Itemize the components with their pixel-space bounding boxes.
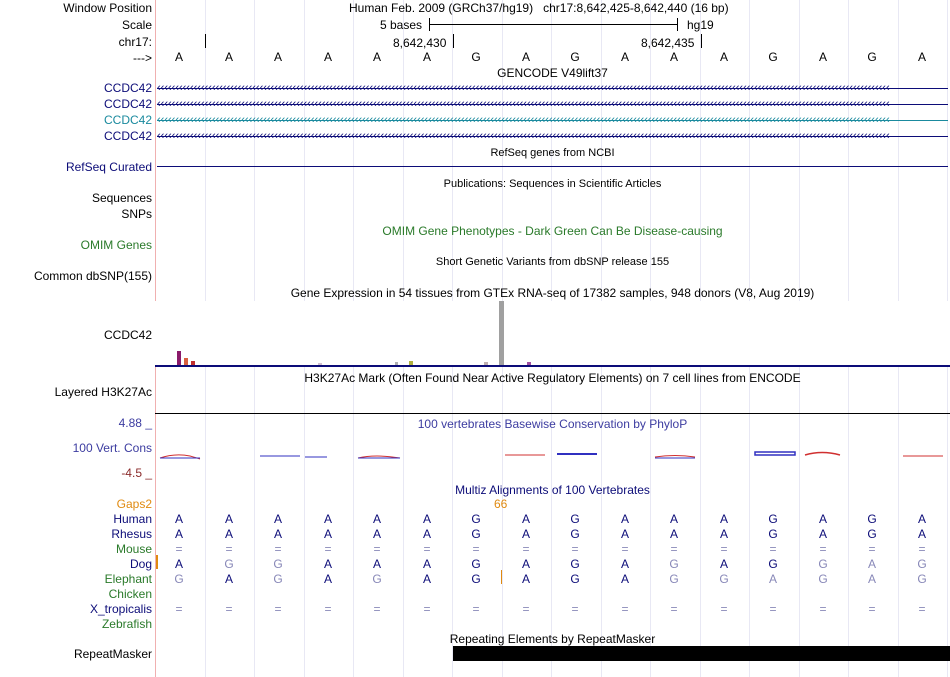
position-text: chr17:8,642,425-8,642,440 (16 bp)	[543, 1, 729, 15]
aligned-base: =	[423, 602, 431, 616]
aligned-base: =	[225, 542, 233, 556]
scale-bar	[429, 24, 678, 25]
phylop-segment	[755, 452, 795, 455]
base-letter: A	[323, 50, 332, 64]
aligned-base: =	[621, 602, 629, 616]
aligned-base: =	[522, 602, 530, 616]
aligned-base: G	[570, 527, 580, 541]
base-letter: A	[174, 50, 183, 64]
gtex-bar-highest[interactable]	[499, 301, 504, 365]
aligned-base: A	[323, 557, 332, 571]
aligned-base: =	[472, 542, 480, 556]
aligned-base: A	[174, 512, 183, 526]
base-letter: A	[669, 50, 678, 64]
aligned-base: A	[224, 572, 233, 586]
aligned-base: A	[669, 512, 678, 526]
gtex-label[interactable]: CCDC42	[103, 328, 152, 342]
aligned-base: =	[918, 542, 926, 556]
aligned-base: =	[225, 602, 233, 616]
aligned-base: G	[917, 572, 927, 586]
aligned-base: A	[521, 527, 530, 541]
position-header	[349, 1, 729, 15]
aligned-base: G	[174, 572, 184, 586]
gencode-transcript-strand[interactable]: ‹‹‹‹‹‹‹‹‹‹‹‹‹‹‹‹‹‹‹‹‹‹‹‹‹‹‹‹‹‹‹‹‹‹‹‹‹‹‹‹‹‹‹‹‹‹‹‹‹‹‹‹‹‹‹‹‹‹‹‹‹‹‹‹‹‹‹‹‹‹‹‹‹‹‹‹‹‹‹‹‹‹‹‹‹‹‹‹‹‹‹‹‹‹‹‹‹‹‹‹‹‹‹‹‹‹‹‹‹‹‹‹‹‹‹‹‹‹‹‹‹‹‹‹‹‹‹‹‹‹‹‹‹‹‹‹‹‹‹‹‹‹‹‹‹‹‹‹‹‹‹‹‹‹‹‹‹‹‹‹‹‹‹‹‹‹‹‹‹‹‹‹‹‹‹‹‹‹‹‹‹‹‹‹‹‹‹‹‹‹‹‹‹‹‹‹‹‹‹‹	[157, 100, 948, 110]
omim-title: OMIM Gene Phenotypes - Dark Green Can Be Disease-causing	[382, 224, 723, 238]
repeatmasker-title: Repeating Elements by RepeatMasker	[449, 632, 656, 646]
base-letter: A	[422, 50, 431, 64]
aligned-base: A	[273, 512, 282, 526]
aligned-base: G	[224, 557, 234, 571]
dbsnp-title: Short Genetic Variants from dbSNP release 155	[435, 256, 670, 268]
aligned-base: =	[819, 602, 827, 616]
gencode-transcript-label[interactable]: CCDC42	[103, 129, 152, 143]
aligned-base: =	[720, 602, 728, 616]
aligned-base: A	[521, 572, 530, 586]
window-position-label: Window Position	[63, 1, 152, 15]
species-label[interactable]: Zebrafish	[101, 617, 152, 631]
aligned-base: G	[570, 557, 580, 571]
h3k27ac-label[interactable]: Layered H3K27Ac	[54, 385, 152, 399]
gencode-transcript-strand[interactable]: ‹‹‹‹‹‹‹‹‹‹‹‹‹‹‹‹‹‹‹‹‹‹‹‹‹‹‹‹‹‹‹‹‹‹‹‹‹‹‹‹‹‹‹‹‹‹‹‹‹‹‹‹‹‹‹‹‹‹‹‹‹‹‹‹‹‹‹‹‹‹‹‹‹‹‹‹‹‹‹‹‹‹‹‹‹‹‹‹‹‹‹‹‹‹‹‹‹‹‹‹‹‹‹‹‹‹‹‹‹‹‹‹‹‹‹‹‹‹‹‹‹‹‹‹‹‹‹‹‹‹‹‹‹‹‹‹‹‹‹‹‹‹‹‹‹‹‹‹‹‹‹‹‹‹‹‹‹‹‹‹‹‹‹‹‹‹‹‹‹‹‹‹‹‹‹‹‹‹‹‹‹‹‹‹‹‹‹‹‹‹‹‹‹‹‹‹‹‹‹‹	[157, 116, 948, 126]
ruler-tick	[453, 34, 454, 48]
db-text: hg19	[687, 18, 714, 32]
gtex-bar[interactable]	[177, 351, 181, 365]
multiz-title: Multiz Alignments of 100 Vertebrates	[455, 483, 650, 497]
aligned-base: =	[819, 542, 827, 556]
pubs-title: Publications: Sequences in Scientific Articles	[443, 178, 662, 190]
dog-insertion-marker	[156, 555, 158, 569]
scale-text: 5 bases	[380, 18, 423, 32]
gencode-transcript-label[interactable]: CCDC42	[103, 113, 152, 127]
species-label[interactable]: Mouse	[115, 542, 152, 556]
phylop-label[interactable]: 100 Vert. Cons	[72, 441, 152, 455]
elephant-insertion-marker	[501, 570, 502, 584]
aligned-base: A	[620, 557, 629, 571]
aligned-base: A	[867, 572, 876, 586]
gtex-plot-area[interactable]	[155, 301, 950, 365]
phylop-segment	[805, 453, 840, 456]
aligned-base: A	[422, 572, 431, 586]
aligned-base: A	[422, 512, 431, 526]
aligned-base: A	[422, 527, 431, 541]
aligned-base: =	[274, 542, 282, 556]
base-letter: G	[867, 50, 877, 64]
aligned-base: A	[422, 557, 431, 571]
aligned-base: =	[522, 542, 530, 556]
aligned-base: A	[719, 512, 728, 526]
aligned-base: G	[768, 527, 778, 541]
base-letter: G	[471, 50, 481, 64]
phylop-signal[interactable]	[155, 447, 950, 467]
refseq-label[interactable]: RefSeq Curated	[65, 160, 152, 174]
aligned-base: G	[867, 527, 877, 541]
aligned-base: =	[720, 542, 728, 556]
aligned-base: A	[620, 572, 629, 586]
aligned-base: =	[621, 542, 629, 556]
aligned-base: =	[472, 602, 480, 616]
scale-label: Scale	[121, 18, 152, 32]
aligned-base: =	[918, 602, 926, 616]
aligned-base: A	[768, 572, 777, 586]
gencode-transcript-strand[interactable]: ‹‹‹‹‹‹‹‹‹‹‹‹‹‹‹‹‹‹‹‹‹‹‹‹‹‹‹‹‹‹‹‹‹‹‹‹‹‹‹‹‹‹‹‹‹‹‹‹‹‹‹‹‹‹‹‹‹‹‹‹‹‹‹‹‹‹‹‹‹‹‹‹‹‹‹‹‹‹‹‹‹‹‹‹‹‹‹‹‹‹‹‹‹‹‹‹‹‹‹‹‹‹‹‹‹‹‹‹‹‹‹‹‹‹‹‹‹‹‹‹‹‹‹‹‹‹‹‹‹‹‹‹‹‹‹‹‹‹‹‹‹‹‹‹‹‹‹‹‹‹‹‹‹‹‹‹‹‹‹‹‹‹‹‹‹‹‹‹‹‹‹‹‹‹‹‹‹‹‹‹‹‹‹‹‹‹‹‹‹‹‹‹‹‹‹‹‹‹‹‹	[157, 132, 948, 142]
species-label[interactable]: Human	[113, 512, 152, 526]
aligned-base: A	[818, 512, 827, 526]
aligned-base: G	[471, 512, 481, 526]
aligned-base: =	[670, 602, 678, 616]
aligned-base: =	[769, 542, 777, 556]
refseq-gene-line[interactable]	[157, 166, 948, 167]
gaps-label[interactable]: Gaps2	[116, 497, 152, 511]
aligned-base: A	[174, 557, 183, 571]
h3k27ac-baseline	[155, 413, 950, 414]
base-letter: G	[570, 50, 580, 64]
scale-bar-left-tick	[429, 18, 430, 31]
phylop-title: 100 vertebrates Basewise Conservation by PhyloP	[417, 417, 688, 431]
base-letter: A	[273, 50, 282, 64]
gencode-transcript-strand[interactable]: ‹‹‹‹‹‹‹‹‹‹‹‹‹‹‹‹‹‹‹‹‹‹‹‹‹‹‹‹‹‹‹‹‹‹‹‹‹‹‹‹‹‹‹‹‹‹‹‹‹‹‹‹‹‹‹‹‹‹‹‹‹‹‹‹‹‹‹‹‹‹‹‹‹‹‹‹‹‹‹‹‹‹‹‹‹‹‹‹‹‹‹‹‹‹‹‹‹‹‹‹‹‹‹‹‹‹‹‹‹‹‹‹‹‹‹‹‹‹‹‹‹‹‹‹‹‹‹‹‹‹‹‹‹‹‹‹‹‹‹‹‹‹‹‹‹‹‹‹‹‹‹‹‹‹‹‹‹‹‹‹‹‹‹‹‹‹‹‹‹‹‹‹‹‹‹‹‹‹‹‹‹‹‹‹‹‹‹‹‹‹‹‹‹‹‹‹‹‹‹‹	[157, 84, 948, 94]
aligned-base: A	[323, 527, 332, 541]
aligned-base: A	[323, 572, 332, 586]
phylop-max-label: 4.88 _	[118, 416, 152, 430]
aligned-base: =	[324, 542, 332, 556]
phylop-min-label: -4.5 _	[121, 466, 152, 480]
gencode-title: GENCODE V49lift37	[497, 66, 608, 80]
aligned-base: G	[471, 527, 481, 541]
aligned-base: =	[571, 542, 579, 556]
aligned-base: =	[324, 602, 332, 616]
scale-bar-right-tick	[677, 18, 678, 31]
base-letter: A	[818, 50, 827, 64]
aligned-base: =	[769, 602, 777, 616]
base-letter: G	[768, 50, 778, 64]
gtex-baseline	[155, 365, 950, 367]
aligned-base: G	[818, 572, 828, 586]
aligned-base: G	[917, 557, 927, 571]
base-letter: A	[224, 50, 233, 64]
pubs-sequences-label[interactable]: Sequences	[91, 191, 152, 205]
base-letter: A	[620, 50, 629, 64]
aligned-base: A	[273, 527, 282, 541]
refseq-title: RefSeq genes from NCBI	[490, 147, 615, 159]
aligned-base: G	[818, 557, 828, 571]
aligned-base: A	[174, 527, 183, 541]
aligned-base: =	[274, 602, 282, 616]
aligned-base: =	[670, 542, 678, 556]
species-label[interactable]: Chicken	[108, 587, 152, 601]
aligned-base: A	[867, 557, 876, 571]
dbsnp-label[interactable]: Common dbSNP(155)	[33, 269, 152, 283]
species-label[interactable]: X_tropicalis	[89, 602, 152, 616]
species-label[interactable]: Dog	[129, 557, 152, 571]
pubs-snps-label[interactable]: SNPs	[121, 207, 152, 221]
gtex-title: Gene Expression in 54 tissues from GTEx RNA-seq of 17382 samples, 948 donors (V8, Aug 2019)	[290, 286, 815, 300]
base-letter: A	[521, 50, 530, 64]
chrom-label: chr17:	[118, 35, 152, 49]
aligned-base: G	[570, 572, 580, 586]
gencode-transcript-label[interactable]: CCDC42	[103, 81, 152, 95]
aligned-base: =	[571, 602, 579, 616]
ruler-tick	[701, 34, 702, 48]
gaps-value: 66	[494, 497, 508, 511]
aligned-base: A	[620, 512, 629, 526]
aligned-base: A	[323, 512, 332, 526]
omim-label[interactable]: OMIM Genes	[80, 238, 152, 252]
aligned-base: G	[719, 572, 729, 586]
aligned-base: A	[372, 512, 381, 526]
gencode-transcript-label[interactable]: CCDC42	[103, 97, 152, 111]
aligned-base: G	[273, 557, 283, 571]
aligned-base: =	[868, 542, 876, 556]
aligned-base: A	[372, 557, 381, 571]
aligned-base: =	[175, 542, 183, 556]
h3k27ac-title: H3K27Ac Mark (Often Found Near Active Regulatory Elements) on 7 cell lines from ENCODE	[304, 371, 801, 385]
repeatmasker-label[interactable]: RepeatMasker	[73, 647, 152, 661]
species-label[interactable]: Elephant	[104, 572, 152, 586]
aligned-base: =	[373, 602, 381, 616]
aligned-base: G	[867, 512, 877, 526]
species-label[interactable]: Rhesus	[111, 527, 152, 541]
aligned-base: G	[570, 512, 580, 526]
coord-right: 8,642,435	[641, 36, 695, 50]
aligned-base: G	[768, 512, 778, 526]
phylop-segment	[655, 456, 695, 458]
repeatmasker-element[interactable]	[453, 646, 950, 661]
aligned-base: A	[521, 512, 530, 526]
aligned-base: A	[521, 557, 530, 571]
aligned-base: A	[620, 527, 629, 541]
aligned-base: A	[917, 527, 926, 541]
base-letter: A	[917, 50, 926, 64]
aligned-base: =	[423, 542, 431, 556]
coord-left: 8,642,430	[393, 36, 447, 50]
base-letter: A	[372, 50, 381, 64]
aligned-base: A	[719, 557, 728, 571]
aligned-base: G	[273, 572, 283, 586]
aligned-base: G	[768, 557, 778, 571]
aligned-base: G	[471, 572, 481, 586]
aligned-base: A	[372, 527, 381, 541]
aligned-base: A	[224, 512, 233, 526]
aligned-base: A	[224, 527, 233, 541]
aligned-base: A	[917, 512, 926, 526]
aligned-base: =	[175, 602, 183, 616]
aligned-base: G	[372, 572, 382, 586]
assembly-title: Human Feb. 2009 (GRCh37/hg19)	[349, 1, 534, 15]
aligned-base: G	[669, 572, 679, 586]
aligned-base: A	[719, 527, 728, 541]
aligned-base: A	[818, 527, 827, 541]
strand-label: --->	[133, 51, 152, 65]
aligned-base: =	[373, 542, 381, 556]
base-letter: A	[719, 50, 728, 64]
aligned-base: G	[471, 557, 481, 571]
ruler-tick	[205, 34, 206, 48]
gtex-bar[interactable]	[184, 358, 188, 365]
aligned-base: =	[868, 602, 876, 616]
aligned-base: A	[669, 527, 678, 541]
aligned-base: G	[669, 557, 679, 571]
